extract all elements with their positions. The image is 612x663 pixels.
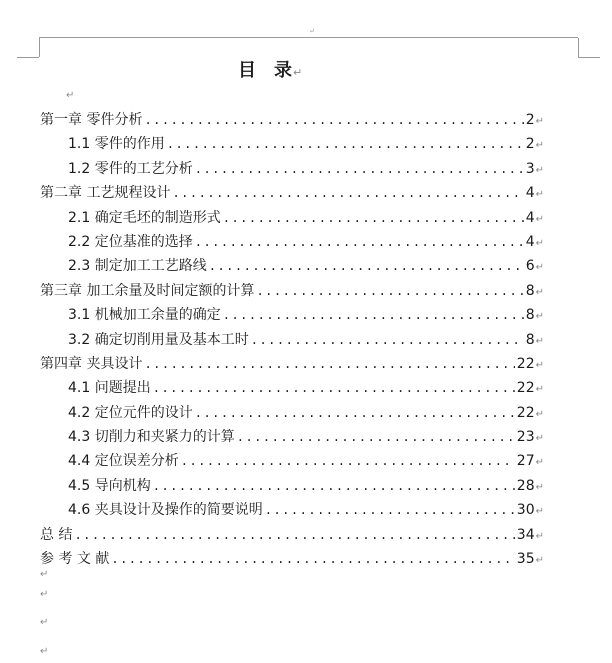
- paragraph-mark-icon: ↵: [535, 262, 544, 274]
- paragraph-mark-icon: ↵: [535, 335, 544, 347]
- toc-entry-page-number: [526, 254, 544, 280]
- paragraph-mark-icon: ↵: [535, 311, 544, 323]
- crop-mark-top-left-h: [17, 57, 39, 58]
- toc-entry[interactable]: [40, 279, 544, 303]
- toc-entry[interactable]: [40, 547, 544, 571]
- toc-leader-dots: [195, 230, 524, 254]
- crop-mark-top-right-v: [578, 38, 579, 57]
- toc-entry-label: 4.5 导向机构: [68, 477, 151, 494]
- toc-entry-page-number: [526, 181, 544, 207]
- toc-entry-label: 2.2 定位基准的选择: [68, 233, 193, 250]
- toc-entry-page-number: [517, 523, 544, 549]
- page-number-value: 23: [516, 429, 535, 446]
- toc-entry[interactable]: [40, 254, 544, 278]
- toc-entry-page-number: [526, 157, 544, 183]
- paragraph-mark-icon: ↵: [535, 140, 544, 152]
- toc-leader-dots: [195, 157, 524, 181]
- toc-entry-page-number: [517, 449, 544, 475]
- toc-entry[interactable]: [40, 352, 544, 376]
- toc-entry[interactable]: [40, 157, 544, 181]
- toc-leader-dots: [144, 352, 514, 376]
- toc-entry-label: 4.4 定位误差分析: [68, 453, 179, 470]
- paragraph-mark-icon: ↵: [535, 237, 544, 249]
- toc-entry[interactable]: [40, 474, 544, 498]
- page-number-value: 8: [525, 331, 535, 348]
- paragraph-mark-icon: ↵: [40, 569, 49, 580]
- page-number-value: 4: [525, 185, 535, 202]
- toc-leader-dots: [223, 303, 524, 327]
- toc-entry-page-number: [526, 230, 544, 256]
- toc-entry[interactable]: [40, 523, 544, 547]
- toc-entry[interactable]: [40, 230, 544, 254]
- toc-leader-dots: [256, 279, 523, 303]
- toc-entry-label: 3.1 机械加工余量的确定: [68, 307, 221, 324]
- paragraph-mark-icon: ↵: [535, 384, 544, 396]
- toc-entry[interactable]: [40, 303, 544, 327]
- toc-entry-label: 4.6 夹具设计及操作的简要说明: [68, 502, 263, 519]
- toc-entry-page-number: [526, 108, 544, 134]
- paragraph-mark-icon: ↵: [293, 66, 303, 79]
- page-number-value: 34: [516, 526, 535, 543]
- toc-entry-label: 参 考 文 献: [40, 551, 110, 568]
- paragraph-mark-icon: ↵: [535, 213, 544, 225]
- crop-mark-top-left-v: [39, 38, 40, 57]
- toc-entry[interactable]: [40, 206, 544, 230]
- toc-leader-dots: [237, 425, 515, 449]
- paragraph-mark-icon: ↵: [535, 481, 544, 493]
- toc-entry-page-number: [517, 425, 544, 451]
- toc-entry[interactable]: [40, 108, 544, 132]
- page-number-value: 4: [525, 209, 535, 226]
- toc-entry[interactable]: [40, 132, 544, 156]
- toc-entry[interactable]: [40, 328, 544, 352]
- toc-leader-dots: [167, 132, 524, 156]
- page-number-value: 22: [516, 380, 535, 397]
- page-number-value: 30: [516, 502, 535, 519]
- toc-entry-label: 第三章 加工余量及时间定额的计算: [40, 282, 255, 299]
- paragraph-mark-icon: ↵: [535, 286, 544, 298]
- toc-leader-dots: [153, 474, 515, 498]
- paragraph-mark-icon: ↵: [40, 589, 49, 600]
- toc-leader-dots: [153, 376, 515, 400]
- paragraph-mark-icon: ↵: [535, 164, 544, 176]
- page-number-value: 35: [516, 551, 535, 568]
- toc-title: [238, 56, 302, 82]
- toc-title-text: 目 录: [238, 60, 292, 81]
- header-boundary: [39, 37, 578, 38]
- paragraph-mark-icon: ↵: [535, 433, 544, 445]
- toc-entry-page-number: [517, 547, 544, 573]
- toc-entry-label: 1.1 零件的作用: [68, 136, 165, 153]
- toc-entry-page-number: [526, 303, 544, 329]
- paragraph-mark-icon: ↵: [40, 646, 49, 657]
- toc-entry-label: 4.2 定位元件的设计: [68, 404, 193, 421]
- toc-entry-label: 1.2 零件的工艺分析: [68, 160, 193, 177]
- paragraph-mark-icon: ↵: [535, 530, 544, 542]
- toc-entry-label: 第二章 工艺规程设计: [40, 185, 171, 202]
- toc-entry-page-number: [526, 206, 544, 232]
- paragraph-mark-icon: ↵: [535, 457, 544, 469]
- page-number-value: 28: [516, 477, 535, 494]
- toc-entry[interactable]: [40, 449, 544, 473]
- page-number-value: 4: [525, 233, 535, 250]
- toc-entry-page-number: [526, 279, 544, 305]
- page-number-value: 27: [516, 453, 535, 470]
- toc-entry-label: 总 结: [40, 526, 73, 543]
- page-number-value: 22: [516, 404, 535, 421]
- page-number-value: 3: [525, 160, 535, 177]
- toc-leader-dots: [209, 254, 524, 278]
- toc-entry-page-number: [517, 498, 544, 524]
- page-number-value: 6: [525, 258, 535, 275]
- page-number-value: 8: [525, 307, 535, 324]
- crop-mark-top-right-h: [578, 57, 600, 58]
- toc-entry-label: 第一章 零件分析: [40, 112, 143, 128]
- toc-entry[interactable]: [40, 498, 544, 522]
- paragraph-mark-icon: ↵: [535, 555, 544, 567]
- toc-entry[interactable]: [40, 376, 544, 400]
- toc-entry-page-number: [517, 352, 544, 378]
- toc-entry-page-number: [526, 132, 544, 158]
- toc-leader-dots: [223, 206, 524, 230]
- toc-leader-dots: [265, 498, 515, 522]
- toc-entry[interactable]: [40, 181, 544, 205]
- toc-entry-label: 2.3 制定加工工艺路线: [68, 258, 207, 275]
- toc-leader-dots: [181, 449, 515, 473]
- toc-leader-dots: [172, 181, 523, 205]
- paragraph-mark-icon: ↵: [66, 90, 75, 101]
- paragraph-mark-icon: ↵: [535, 506, 544, 518]
- page-number-value: 2: [525, 112, 535, 128]
- toc-entry-label: 4.3 切削力和夹紧力的计算: [68, 429, 235, 446]
- toc-leader-dots: [251, 328, 524, 352]
- paragraph-mark-icon: ↵: [40, 617, 49, 628]
- toc-leader-dots: [195, 401, 515, 425]
- toc-leader-dots: [74, 523, 514, 547]
- paragraph-mark-icon: ↵: [535, 359, 544, 371]
- toc-entry-label: 第四章 夹具设计: [40, 355, 143, 372]
- toc-entry-label: 3.2 确定切削用量及基本工时: [68, 331, 249, 348]
- toc-entry-page-number: [517, 474, 544, 500]
- page-number-value: 2: [525, 136, 535, 153]
- toc-entry-page-number: [526, 328, 544, 354]
- toc-leader-dots: [144, 108, 523, 132]
- page-number-value: 22: [516, 355, 535, 372]
- toc-entry[interactable]: [40, 425, 544, 449]
- toc-list: [40, 108, 544, 571]
- paragraph-mark-icon: ↵: [535, 408, 544, 420]
- toc-leader-dots: [111, 547, 514, 571]
- header-marker: ↵: [309, 27, 315, 35]
- toc-entry-page-number: [517, 401, 544, 427]
- toc-entry-label: 4.1 问题提出: [68, 380, 151, 397]
- toc-entry-label: 2.1 确定毛坯的制造形式: [68, 209, 221, 226]
- paragraph-mark-icon: ↵: [535, 189, 544, 201]
- paragraph-mark-icon: ↵: [535, 116, 544, 127]
- page-number-value: 8: [525, 282, 535, 299]
- toc-entry[interactable]: [40, 401, 544, 425]
- toc-entry-page-number: [517, 376, 544, 402]
